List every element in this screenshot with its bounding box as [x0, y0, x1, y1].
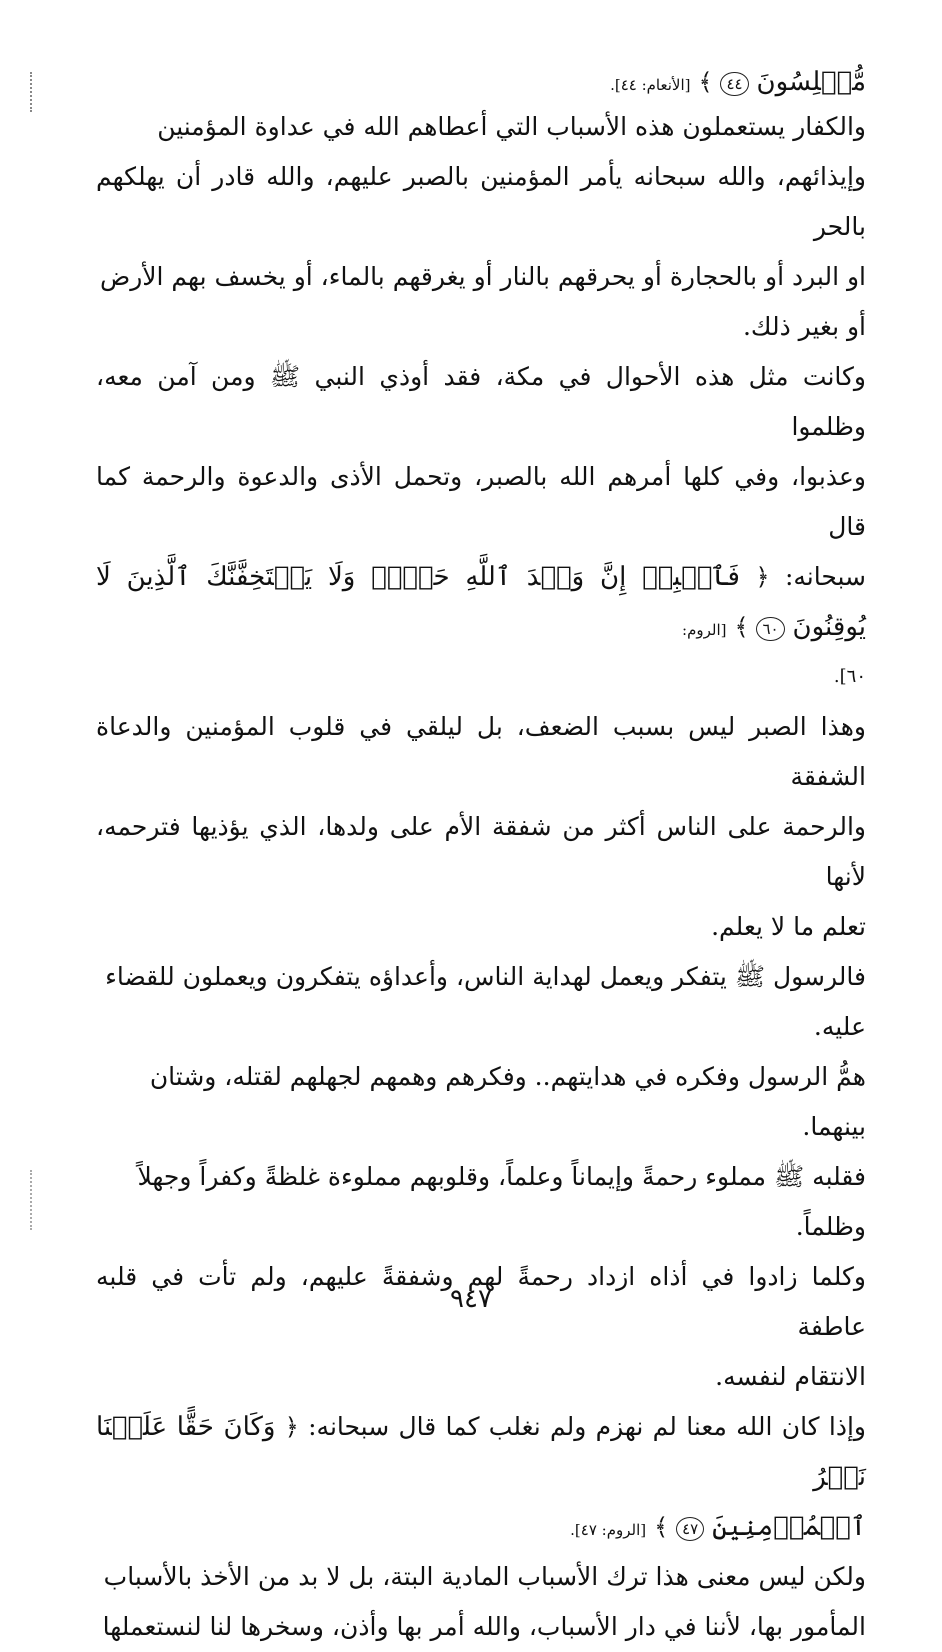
quran-verse-end: ٱلۡمُؤۡمِنِينَ: [712, 1512, 866, 1542]
closing-bracket: ﴾: [734, 613, 749, 641]
paragraph-line: الانتقام لنفسه.: [715, 1362, 866, 1391]
paragraph-line: تعلم ما لا يعلم.: [711, 912, 866, 941]
closing-bracket: ﴾: [698, 68, 713, 96]
paragraph-line: وإيذائهم، والله سبحانه يأمر المؤمنين بالصبر عليهم، والله قادر أن يهلكهم بالحر: [96, 162, 866, 241]
paragraph-line: فالرسول ﷺ يتفكر ويعمل لهداية الناس، وأعداؤه يتفكرون ويعملون للقضاء: [105, 962, 866, 991]
paragraph-line: أو بغير ذلك.: [742, 312, 866, 341]
quote-line-continued: [96, 1502, 866, 1552]
paragraph-line: وظلماً.: [795, 1212, 866, 1241]
paragraph-line: والرحمة على الناس أكثر من شفقة الأم على ولدها، الذي يؤذيها فترحمه، لأنها: [96, 812, 866, 891]
paragraph-line: او البرد أو بالحجارة أو يحرقهم بالنار أو يغرقهم بالماء، أو يخسف بهم الأرض: [99, 262, 866, 291]
paragraph-line: وكانت مثل هذه الأحوال في مكة، فقد أوذي النبي ﷺ ومن آمن معه، وظلموا: [96, 362, 866, 441]
paragraph-1: [96, 102, 866, 352]
paragraph-line: والكفار يستعملون هذه الأسباب التي أعطاهم الله في عداوة المؤمنين: [157, 112, 866, 141]
opening-bracket: ﴿: [755, 563, 770, 591]
ayah-number-marker: ٤٧: [676, 1517, 704, 1541]
quote-intro: وإذا كان الله معنا لم نهزم ولم نغلب كما قال سبحانه:: [298, 1412, 866, 1441]
quote-line: [96, 1402, 866, 1502]
top-quote-quran: مُّبۡلِسُونَ: [756, 67, 866, 97]
paragraph-5: [96, 1052, 866, 1152]
opening-bracket: ﴿: [284, 1413, 299, 1441]
top-quote-line: [96, 62, 866, 102]
paragraph-line: ولكن ليس معنى هذا ترك الأسباب المادية البتة، بل لا بد من الأخذ بالأسباب: [103, 1562, 866, 1591]
paragraph-7: [96, 1252, 866, 1402]
paragraph-line: همُّ الرسول وفكره في هدايتهم.. وفكرهم وهمهم لجهلهم لقتله، وشتان: [149, 1062, 866, 1091]
verse-citation: [الروم:: [682, 621, 727, 639]
paragraph-6: [96, 1152, 866, 1252]
paragraph-line: بينهما.: [802, 1112, 866, 1141]
paragraph-8: [96, 1402, 866, 1552]
paragraph-line: وكلما زادوا في أذاه ازداد رحمةً لهم وشفقةً عليهم، ولم تأت في قلبه عاطفة: [96, 1262, 866, 1341]
quran-verse: فَٱصۡبِرۡ إِنَّ وَعۡدَ ٱللَّهِ حَقّٞۖ وَلَا يَسۡتَخِفَّنَّكَ ٱلَّذِينَ لَا يُوقِنُونَ: [96, 562, 866, 642]
page-body: [96, 62, 866, 1652]
page-number: ٩٤٧: [450, 1284, 492, 1314]
quote-line: [96, 552, 866, 652]
paragraph-4: [96, 952, 866, 1052]
verse-citation: [الروم: ٤٧].: [570, 1521, 647, 1539]
margin-dots: [30, 72, 38, 112]
paragraph-3: [96, 702, 866, 952]
quote-prefix: سبحانه:: [769, 562, 866, 591]
ayah-number-marker: ٦٠: [756, 617, 784, 641]
closing-bracket: ﴾: [654, 1513, 669, 1541]
paragraph-line: وعذبوا، وفي كلها أمرهم الله بالصبر، وتحمل الأذى والدعوة والرحمة كما قال: [96, 462, 866, 541]
paragraph-line: وهذا الصبر ليس بسبب الضعف، بل ليلقي في قلوب المؤمنين والدعاة الشفقة: [96, 712, 866, 791]
top-quote-citation: [الأنعام: ٤٤].: [610, 76, 691, 94]
paragraph-2: [96, 352, 866, 702]
verse-citation-tail: ٦٠].: [833, 666, 866, 687]
paragraph-line: فقلبه ﷺ مملوء رحمةً وإيماناً وعلماً، وقلوبهم مملوءة غلظةً وكفراً وجهلاً: [137, 1162, 866, 1191]
quran-verse: وَكَانَ حَقًّا عَلَيۡنَا نَصۡرُ: [96, 1412, 866, 1492]
ayah-number-marker: ٤٤: [720, 72, 748, 96]
paragraph-line: المأمور بها، لأننا في دار الأسباب، والله أمر بها وأذن، وسخرها لنا لنستعملها: [102, 1612, 866, 1641]
paragraph-line: عليه.: [813, 1012, 866, 1041]
margin-dots-bottom: [30, 1170, 38, 1230]
paragraph-9: [96, 1552, 866, 1652]
